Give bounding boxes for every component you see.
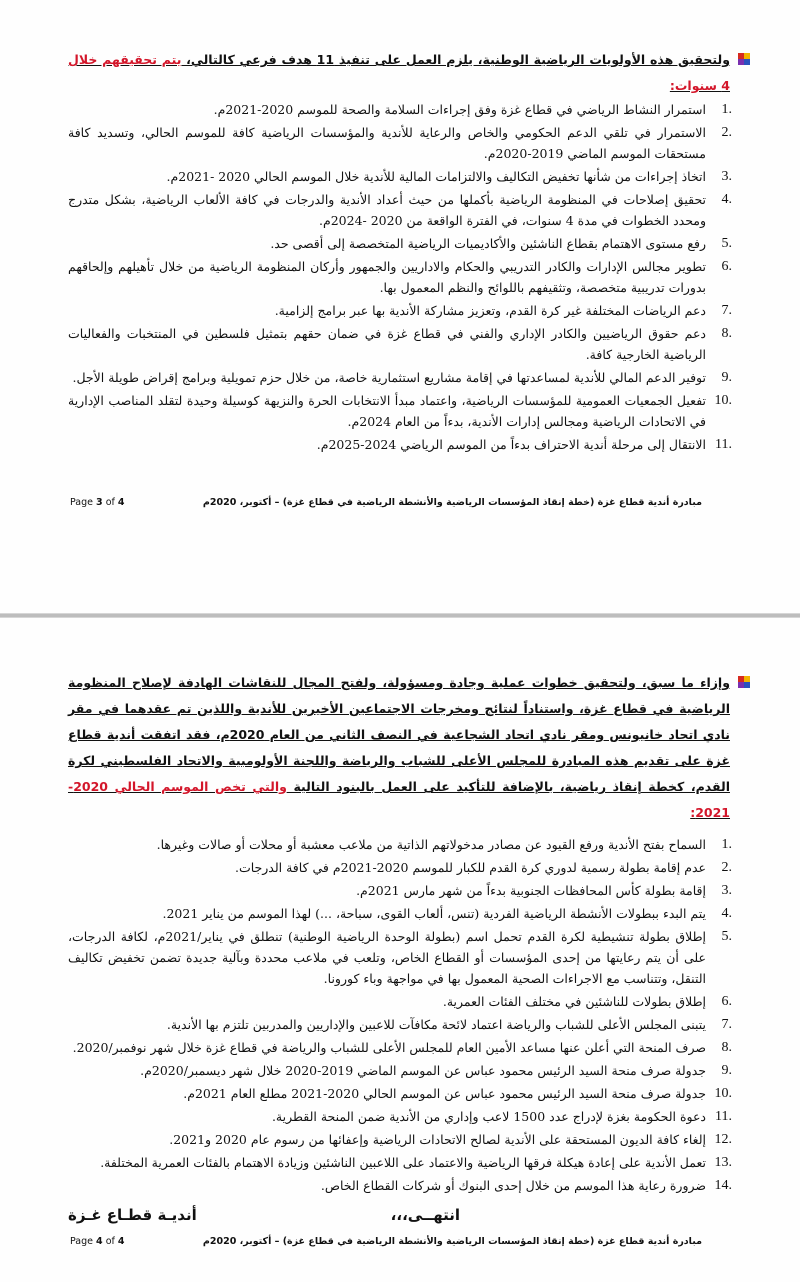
list-item-number: 9. <box>721 370 732 385</box>
list-item <box>68 99 732 120</box>
page3-goal-list <box>68 99 732 455</box>
page-label: Page <box>70 497 93 508</box>
list-item-number: 11. <box>715 437 732 452</box>
page-total: 4 <box>117 1236 125 1247</box>
page4-intro-text: وإزاء ما سبق، ولتحقيق خطوات عملية وجادة ومسؤولة، ولفتح المجال للنقاشات الهادفة لإصلاح المنظومة الرياضية في قطاع غزة، واستناداً لنتائج ومخرجات الاجتماعين الأخيرين للأندية واللذين تم عقدهما في مقر نادي اتحاد خانيونس ومقر نادي اتحاد الشجاعية في النصف الثاني من العام 2020م، فقد اتفقت أندية قطاع غزة على تقديم هذه المبادرة للمجلس الأعلى للشباب والرياضة واللجنة الأولومبية والاتحاد الفلسطيني لكرة القدم، كخطة إنقاذ رياضية، بالإضافة للتأكيد على العمل بالبنود التالية <box>68 675 730 794</box>
list-item-text: إطلاق بطولة تنشيطية لكرة القدم تحمل اسم (بطولة الوحدة الرياضية الوطنية) تنطلق في يناير/2021م، لكافة الدرجات، على أن يتم رعايتها من إحدى المؤسسات أو القطاع الخاص، وتلعب في ملاعب محددة وبآلية جديدة تضمن تخفيض تكاليف التنقل، وتتناسب مع الاجراءات الصحية المعمول بها في مواجهة وباء كورونا. <box>68 929 707 986</box>
page-current: 3 <box>96 497 103 508</box>
closing-block <box>68 1206 740 1224</box>
list-item-number: 3. <box>721 169 732 184</box>
list-item-text: عدم إقامة بطولة رسمية لدوري كرة القدم للكبار للموسم 2020-2021م في كافة الدرجات. <box>234 860 706 875</box>
list-item-text: يتم البدء ببطولات الأنشطة الرياضية الفردية (تنس، ألعاب القوى، سباحة، ...) لهذا الموسم من يناير 2021. <box>162 906 706 921</box>
list-item-text: تفعيل الجمعيات العمومية للمؤسسات الرياضية، واعتماد مبدأ الانتخابات الحرة والنزيهة كوسيلة وحيدة لتقلد المناصب الإدارية في الاتحادات الرياضية ومجالس إدارات الأندية، بدءاً من العام 2024م. <box>68 393 706 429</box>
list-item-text: تطوير مجالس الإدارات والكادر التدريبي والحكام والاداريين والجمهور وأركان المنظومة الرياضية من خلال تأهيلهم وإلحاقهم بدورات تدريبية متخصصة، وتثقيفهم باللوائح والنظم المعمول بها. <box>68 259 706 295</box>
list-item-number: 8. <box>721 1040 732 1055</box>
list-item-text: يتبنى المجلس الأعلى للشباب والرياضة اعتماد لائحة مكافآت للاعبين والإداريين والمدربين تلتزم بها الأندية. <box>166 1017 706 1032</box>
list-item-text: إلغاء كافة الديون المستحقة على الأندية لصالح الاتحادات الرياضية وإعفائها من رسوم عام 2020 و2021. <box>169 1132 706 1147</box>
list-item-text: رفع مستوى الاهتمام بقطاع الناشئين والأكاديميات الرياضية المتخصصة إلى أقصى حد. <box>270 236 706 251</box>
list-item-text: إطلاق بطولات للناشئين في مختلف الفئات العمرية. <box>442 994 706 1009</box>
list-item-text: السماح بفتح الأندية ورفع القيود عن مصادر مدخولاتهم الذاتية من ملاعب معشبة أو محلات أو صالات وغيرها. <box>156 837 706 852</box>
list-item-number: 7. <box>721 303 732 318</box>
four-color-bullet-icon <box>738 676 750 688</box>
list-item-number: 5. <box>721 929 732 944</box>
list-item <box>68 367 732 388</box>
list-item-text: صرف المنحة التي أعلن عنها مساعد الأمين العام للمجلس الأعلى للشباب والرياضة في قطاع غزة خلال شهر نوفمبر/2020. <box>72 1040 706 1055</box>
list-item <box>68 1060 732 1081</box>
list-item-text: الاستمرار في تلقي الدعم الحكومي والخاص والرعاية للأندية والمؤسسات الرياضية كافة للموسم الحالي، وتسديد كافة مستحقات الموسم الماضي 2019-2020م. <box>68 125 706 161</box>
list-item-number: 9. <box>721 1063 732 1078</box>
list-item-text: دعوة الحكومة بغزة لإدراج عدد 1500 لاعب وإداري من الأندية ضمن المنحة القطرية. <box>271 1109 706 1124</box>
page4-item-list <box>68 834 732 1196</box>
list-item <box>68 390 732 432</box>
list-item-number: 5. <box>721 236 732 251</box>
list-item <box>68 122 732 164</box>
four-color-bullet-icon <box>738 53 750 65</box>
page3-page-number <box>70 497 125 508</box>
list-item-number: 6. <box>721 259 732 274</box>
list-item-number: 6. <box>721 994 732 1009</box>
list-item <box>68 1106 732 1127</box>
list-item <box>68 834 732 855</box>
closing-signature: أنديـة قطـاع غـزة <box>68 1206 197 1224</box>
list-item-text: جدولة صرف منحة السيد الرئيس محمود عباس عن الموسم الحالي 2020-2021 مطلع العام 2021م. <box>183 1086 706 1101</box>
list-item-text: دعم الرياضات المختلفة غير كرة القدم، وتعزيز مشاركة الأندية بها عبر برامج إلزامية. <box>274 303 706 318</box>
page-total: 4 <box>117 497 125 508</box>
list-item <box>68 233 732 254</box>
list-item-number: 13. <box>714 1155 732 1170</box>
list-item-number: 10. <box>714 1086 732 1101</box>
list-item-number: 3. <box>721 883 732 898</box>
list-item <box>68 1152 732 1173</box>
list-item <box>68 880 732 901</box>
list-item-text: تحقيق إصلاحات في المنظومة الرياضية بأكملها من حيث أعداد الأندية والدرجات في كافة الألعاب الرياضية، بشكل متدرج ومحدد الخطوات في مدة 4 سنوات، في الفترة الواقعة من 2020 -2024م. <box>68 192 706 228</box>
list-item-text: إقامة بطولة كأس المحافظات الجنوبية بدءاً من شهر مارس 2021م. <box>356 883 706 898</box>
list-item-text: جدولة صرف منحة السيد الرئيس محمود عباس عن الموسم الماضي 2019-2020 خلال شهر ديسمبر/2020م. <box>140 1063 706 1078</box>
list-item <box>68 1037 732 1058</box>
page3-intro <box>68 47 732 99</box>
page-of: of <box>105 497 115 508</box>
page4-intro <box>68 670 732 826</box>
page4-content <box>68 670 732 1196</box>
list-item <box>68 189 732 231</box>
list-item <box>68 434 732 455</box>
list-item-number: 2. <box>721 860 732 875</box>
list-item <box>68 323 732 365</box>
page-of: of <box>105 1236 115 1247</box>
list-item-number: 4. <box>721 906 732 921</box>
page-label: Page <box>70 1236 93 1247</box>
list-item-text: تعمل الأندية على إعادة هيكلة فرقها الرياضية والاعتماد على اللاعبين الناشئين وزيادة الاهتمام بالفئات العمرية المختلفة. <box>100 1155 706 1170</box>
document-page-4 <box>0 618 800 1282</box>
list-item-text: دعم حقوق الرياضيين والكادر الإداري والفني في قطاع غزة في ضمان حقهم بتمثيل فلسطين في المنتخبات والفعاليات الرياضية الخارجية كافة. <box>68 326 706 362</box>
list-item <box>68 1014 732 1035</box>
document-page-3 <box>0 0 800 613</box>
list-item <box>68 1129 732 1150</box>
list-item <box>68 166 732 187</box>
list-item <box>68 1175 732 1196</box>
list-item-number: 10. <box>714 393 732 408</box>
list-item-number: 1. <box>721 837 732 852</box>
closing-end-text: انتهــى،،، <box>390 1206 460 1224</box>
list-item-text: ضرورة رعاية هذا الموسم من خلال إحدى البنوك أو شركات القطاع الخاص. <box>320 1178 706 1193</box>
list-item-number: 8. <box>721 326 732 341</box>
page3-intro-text: ولتحقيق هذه الأولويات الرياضية الوطنية، يلزم العمل على تنفيذ 11 هدف فرعي كالتالي، <box>181 52 731 67</box>
list-item-number: 11. <box>715 1109 732 1124</box>
list-item-number: 4. <box>721 192 732 207</box>
list-item-number: 7. <box>721 1017 732 1032</box>
list-item <box>68 903 732 924</box>
page4-intro-highlight: والتي تخص الموسم الحالي 2020-2021: <box>68 779 730 820</box>
list-item <box>68 300 732 321</box>
list-item <box>68 991 732 1012</box>
page3-intro-highlight: يتم تحقيقهم خلال 4 سنوات: <box>68 52 730 93</box>
page3-footer-title: مبادرة أندية قطاع غزة (خطة إنقاذ المؤسسات الرياضية والأنشطة الرياضية في قطاع غزة) – أكتوبر، 2020م <box>202 497 702 508</box>
list-item <box>68 256 732 298</box>
list-item <box>68 1083 732 1104</box>
page4-footer-title: مبادرة أندية قطاع غزة (خطة إنقاذ المؤسسات الرياضية والأنشطة الرياضية في قطاع غزة) – أكتوبر، 2020م <box>202 1236 702 1247</box>
list-item-text: اتخاذ إجراءات من شأنها تخفيض التكاليف والالتزامات المالية للأندية خلال الموسم الحالي 2020 -2021م. <box>166 169 706 184</box>
page4-footer <box>70 1236 702 1252</box>
list-item-number: 12. <box>714 1132 732 1147</box>
list-item-text: توفير الدعم المالي للأندية لمساعدتها في إقامة مشاريع استثمارية خاصة، من خلال حزم تمويلية وبرامج إقراض طويلة الأجل. <box>72 370 706 385</box>
list-item <box>68 926 732 989</box>
page3-content <box>68 47 732 455</box>
list-item-number: 14. <box>714 1178 732 1193</box>
page3-footer <box>70 497 702 513</box>
list-item-text: الانتقال إلى مرحلة أندية الاحتراف بدءاً من الموسم الرياضي 2024-2025م. <box>316 437 706 452</box>
list-item-text: استمرار النشاط الرياضي في قطاع غزة وفق إجراءات السلامة والصحة للموسم 2020-2021م. <box>213 102 706 117</box>
list-item <box>68 857 732 878</box>
list-item-number: 1. <box>721 102 732 117</box>
list-item-number: 2. <box>721 125 732 140</box>
page4-page-number <box>70 1236 125 1247</box>
page-current: 4 <box>96 1236 103 1247</box>
